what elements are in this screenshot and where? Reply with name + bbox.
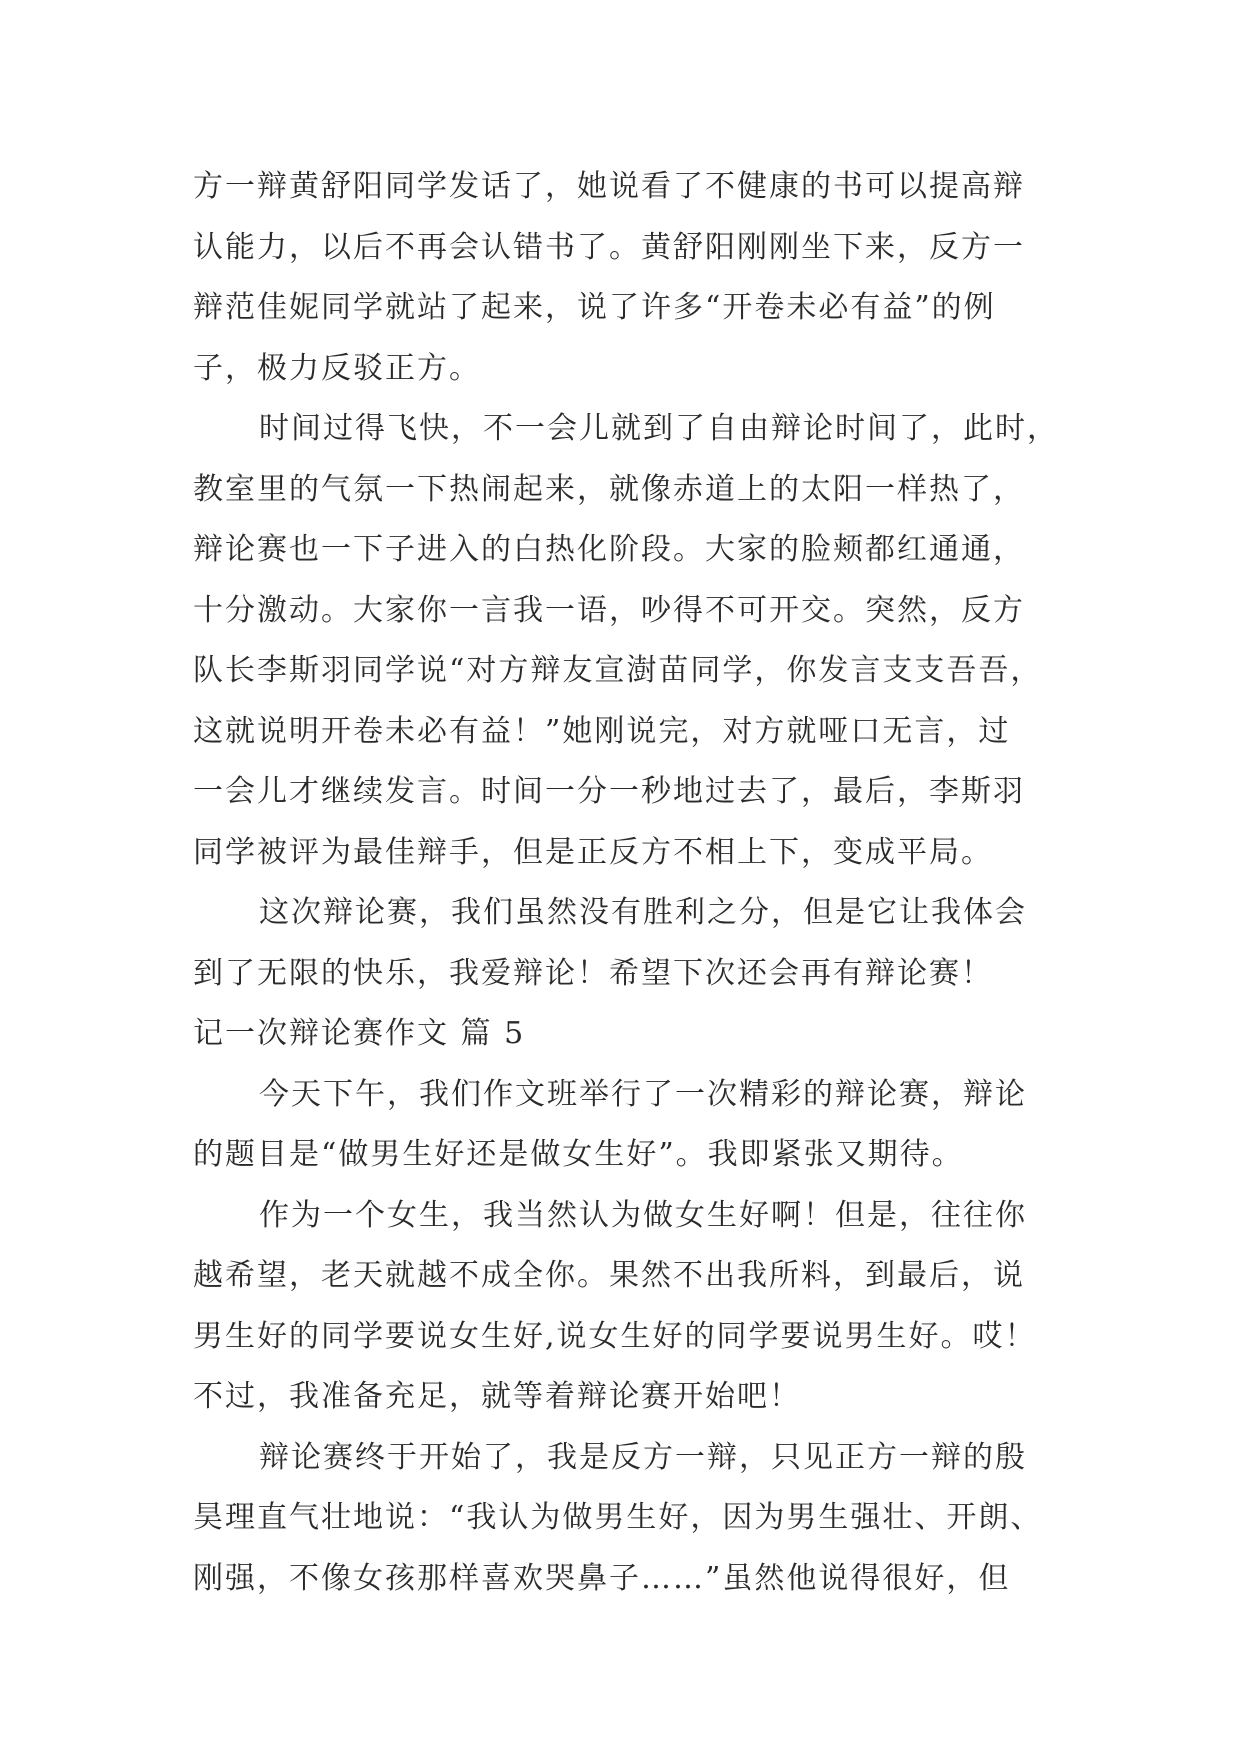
text-line: 刚强，不像女孩那样喜欢哭鼻子……”虽然他说得很好，但: [193, 1560, 1011, 1596]
text-line: 认能力，以后不再会认错书了。黄舒阳刚刚坐下来，反方一: [193, 229, 1025, 265]
text-line: 不过，我准备充足，就等着辩论赛开始吧！: [193, 1379, 801, 1414]
text-line: 队长李斯羽同学说“对方辩友宣澍苗同学，你发言支支吾吾，: [193, 653, 1043, 688]
text-line: 这就说明开卷未必有益！”她刚说完，对方就哑口无言，过: [193, 713, 1011, 749]
text-line: 十分激动。大家你一言我一语，吵得不可开交。突然，反方: [193, 592, 1025, 628]
text-line: 辩论赛也一下子进入的白热化阶段。大家的脸颊都红通通，: [193, 532, 1025, 567]
text-line: 教室里的气氛一下热闹起来，就像赤道上的太阳一样热了，: [193, 471, 1025, 507]
text-line: 时间过得飞快，不一会儿就到了自由辩论时间了，此时，: [259, 411, 1059, 446]
text-line: 昊理直气壮地说：“我认为做男生好，因为男生强壮、开朗、: [193, 1500, 1043, 1535]
text-line: 男生好的同学要说女生好,说女生好的同学要说男生好。哎！: [193, 1318, 1037, 1354]
text-line: 辩范佳妮同学就站了起来，说了许多“开卷未必有益”的例: [193, 290, 996, 325]
text-line: 辩论赛终于开始了，我是反方一辩，只见正方一辩的殷: [259, 1439, 1027, 1475]
text-line: 这次辩论赛，我们虽然没有胜利之分，但是它让我体会: [259, 895, 1027, 930]
text-line: 今天下午，我们作文班举行了一次精彩的辩论赛，辩论: [259, 1076, 1027, 1112]
text-line: 到了无限的快乐，我爱辩论！希望下次还会再有辩论赛！: [193, 955, 993, 991]
text-line: 作为一个女生，我当然认为做女生好啊！但是，往往你: [259, 1197, 1027, 1233]
text-line: 越希望，老天就越不成全你。果然不出我所料，到最后，说: [193, 1258, 1025, 1293]
section-heading: 记一次辩论赛作文 篇 5: [193, 1016, 526, 1051]
text-line: 的题目是“做男生好还是做女生好”。我即紧张又期待。: [193, 1137, 964, 1172]
text-line: 一会儿才继续发言。时间一分一秒地过去了，最后，李斯羽: [193, 774, 1025, 809]
document-body: [193, 157, 1059, 1609]
text-line: 方一辩黄舒阳同学发话了，她说看了不健康的书可以提高辩: [193, 169, 1025, 204]
text-line: 同学被评为最佳辩手，但是正反方不相上下，变成平局。: [193, 834, 993, 870]
text-line: 子，极力反驳正方。: [193, 350, 481, 386]
